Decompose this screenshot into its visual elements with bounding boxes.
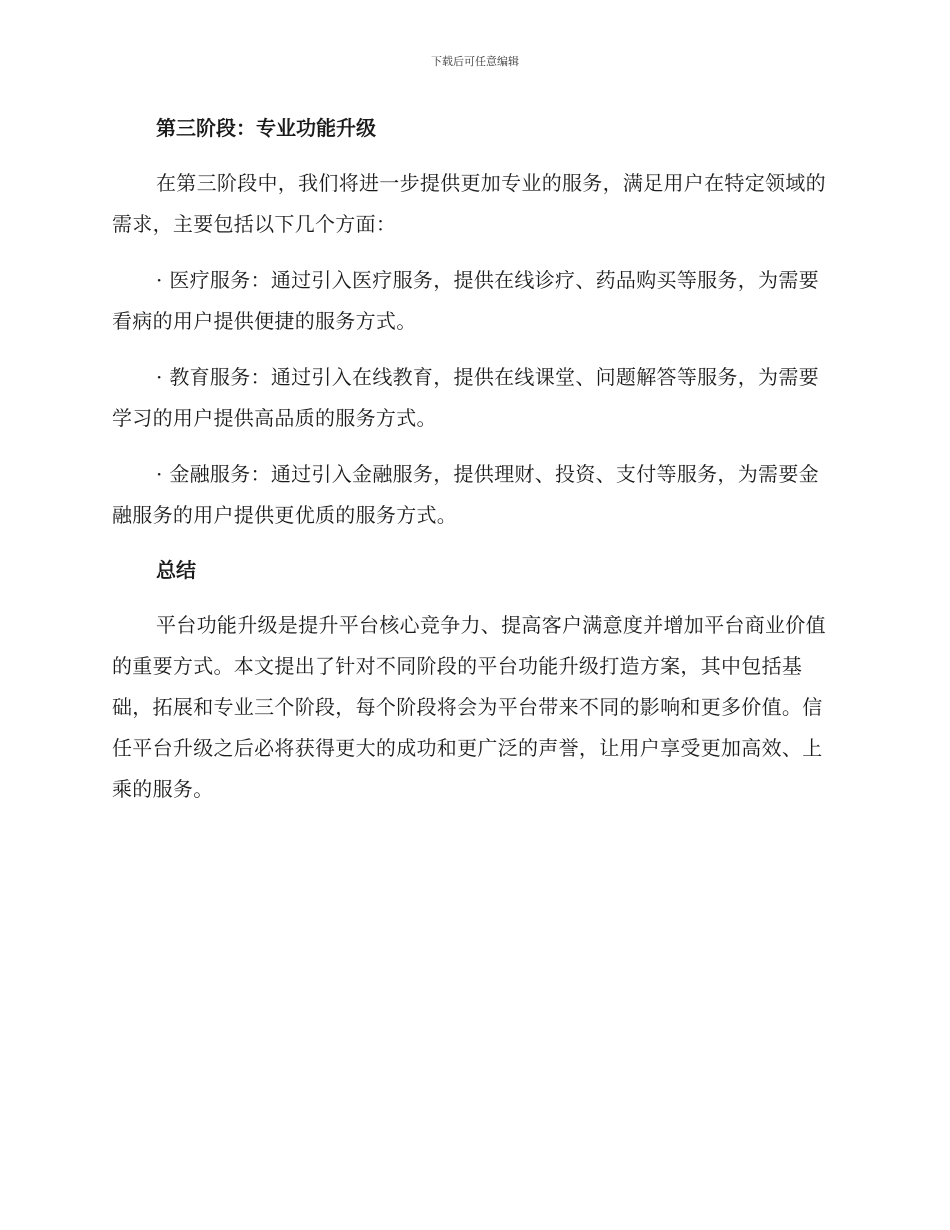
bullet-finance-service: · 金融服务：通过引入金融服务，提供理财、投资、支付等服务，为需要金融服务的用户提供更优质的服务方式。: [112, 462, 819, 527]
section-heading-stage-three: 第三阶段：专业功能升级: [156, 116, 376, 140]
bullet-medical-service: · 医疗服务：通过引入医疗服务，提供在线诊疗、药品购买等服务，为需要看病的用户提供便捷的服务方式。: [112, 268, 819, 333]
section-heading-summary: 总结: [156, 558, 196, 582]
intro-paragraph: 在第三阶段中，我们将进一步提供更加专业的服务，满足用户在特定领域的需求，主要包括以下几个方面：: [112, 171, 826, 236]
document-body: [112, 108, 832, 810]
summary-paragraph: 平台功能升级是提升平台核心竞争力、提高客户满意度并增加平台商业价值的重要方式。本文提出了针对不同阶段的平台功能升级打造方案，其中包括基础，拓展和专业三个阶段，每个阶段将会为平台带来不同的影响和更多价值。信任平台升级之后必将获得更大的成功和更广泛的声誉，让用户享受更加高效、上乘的服务。: [112, 613, 826, 801]
bullet-education-service: · 教育服务：通过引入在线教育，提供在线课堂、问题解答等服务，为需要学习的用户提供高品质的服务方式。: [112, 365, 819, 430]
page-header: 下载后可任意编辑: [431, 55, 519, 68]
